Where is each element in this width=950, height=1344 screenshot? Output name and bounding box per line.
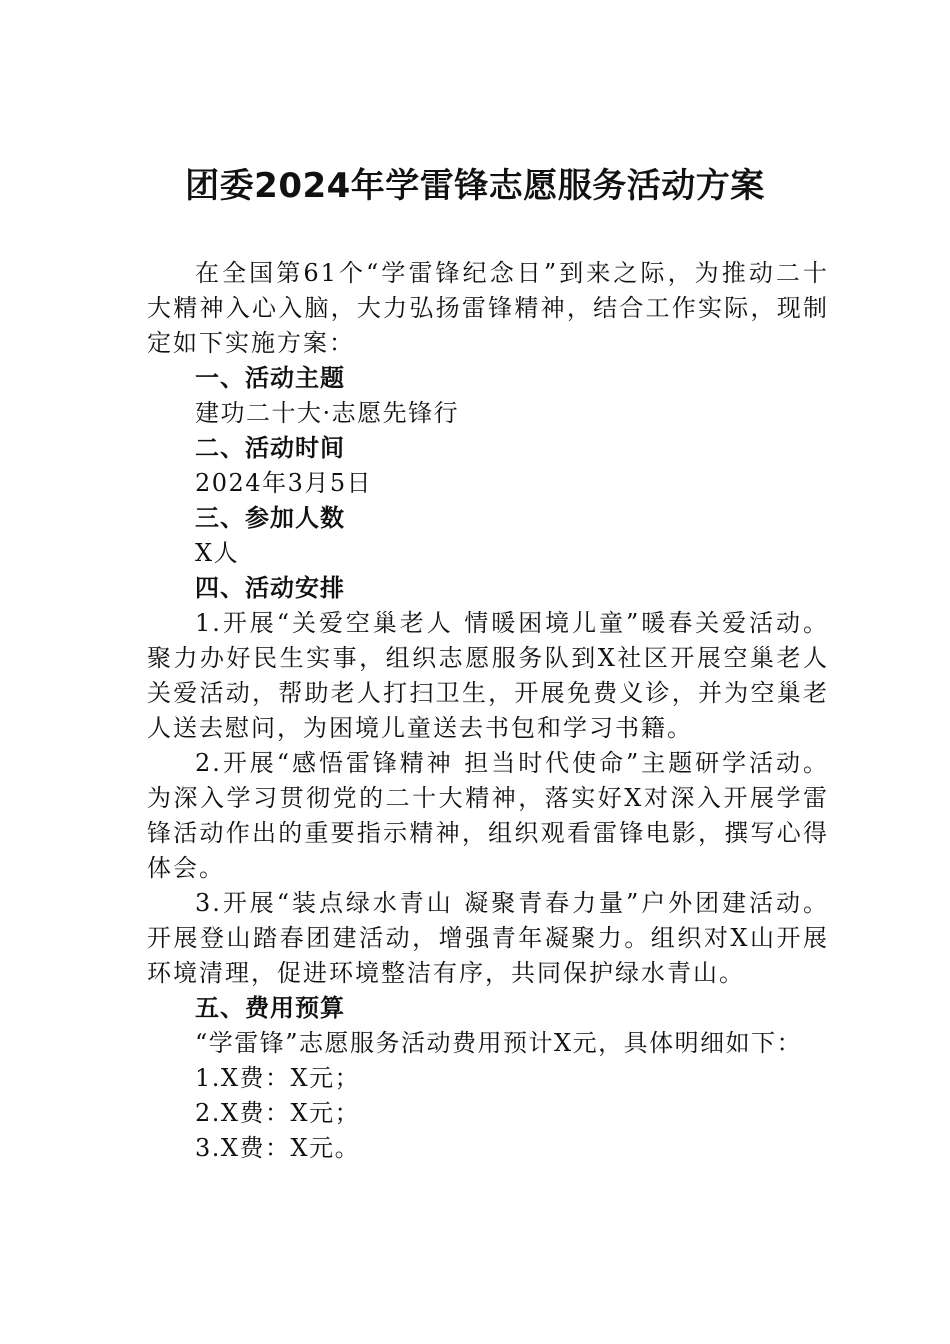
section-heading-budget: 五、费用预算: [195, 994, 345, 1022]
section-heading-participants: 三、参加人数: [195, 504, 345, 532]
intro-paragraph: 在全国第61个“学雷锋纪念日”到来之际，为推动二十大精神入心入脑，大力弘扬雷锋精神，结合工作实际，现制定如下实施方案：: [147, 259, 829, 357]
budget-item-1: 1.X费：X元；: [195, 1064, 361, 1092]
arrangement-paragraph-2: 2.开展“感悟雷锋精神 担当时代使命”主题研学活动。为深入学习贯彻党的二十大精神，落实好X对深入开展学雷锋活动作出的重要指示精神，组织观看雷锋电影，撰写心得体会。: [147, 749, 829, 882]
budget-item-2: 2.X费：X元；: [195, 1099, 361, 1127]
section-content-time: 2024年3月5日: [195, 469, 373, 497]
section-content-theme: 建功二十大·志愿先锋行: [195, 399, 460, 427]
section-heading-theme: 一、活动主题: [195, 364, 345, 392]
section-heading-time: 二、活动时间: [195, 434, 345, 462]
budget-summary: “学雷锋”志愿服务活动费用预计X元，具体明细如下：: [195, 1029, 803, 1057]
arrangement-paragraph-1: 1.开展“关爱空巢老人 情暖困境儿童”暖春关爱活动。聚力办好民生实事，组织志愿服务队到X社区开展空巢老人关爱活动，帮助老人打扫卫生，开展免费义诊，并为空巢老人送去慰问，为困境儿童送去书包和学习书籍。: [147, 609, 829, 742]
section-heading-arrangement: 四、活动安排: [195, 574, 345, 602]
arrangement-paragraph-3: 3.开展“装点绿水青山 凝聚青春力量”户外团建活动。开展登山踏春团建活动，增强青年凝聚力。组织对X山开展环境清理，促进环境整洁有序，共同保护绿水青山。: [147, 889, 829, 987]
document-title: 团委2024年学雷锋志愿服务活动方案: [185, 166, 765, 206]
section-content-participants: X人: [195, 539, 240, 567]
budget-item-3: 3.X费：X元。: [195, 1134, 361, 1162]
document-body: [147, 256, 829, 1166]
